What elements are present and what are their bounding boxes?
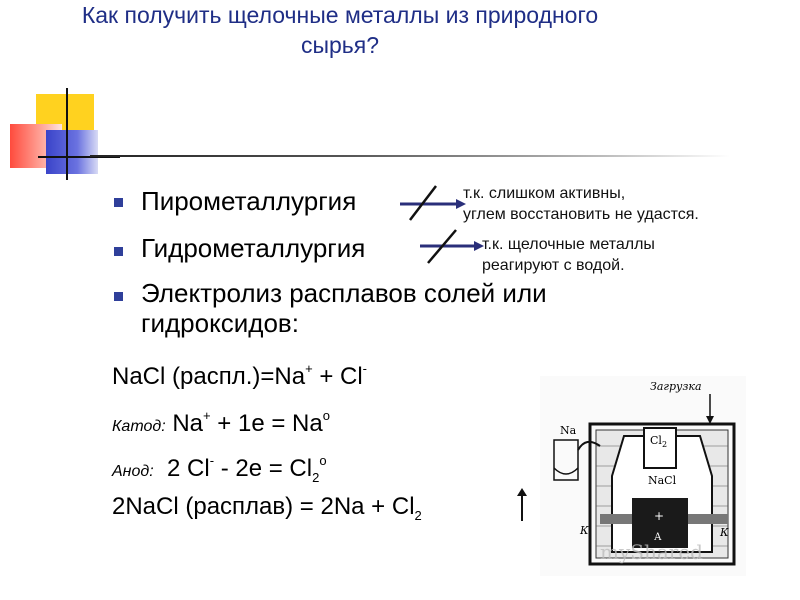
anode-label: Анод: xyxy=(112,463,154,480)
note-pyro-line1: т.к. слишком активны, xyxy=(463,185,626,202)
equation-dissociation: NaCl (распл.)=Na+ + Cl- xyxy=(112,361,368,390)
method-hydrometallurgy: Гидрометаллургия xyxy=(141,233,366,263)
method-pyrometallurgy: Пирометаллургия xyxy=(141,186,357,216)
watermark-text: myShared xyxy=(600,540,703,564)
note-hydrometallurgy xyxy=(482,234,655,276)
crossed-arrow-icon xyxy=(396,182,466,222)
method-electrolysis-line2: гидроксидов: xyxy=(141,308,299,338)
crossed-arrow-icon xyxy=(416,226,486,266)
label-nacl: NaCl xyxy=(648,474,677,487)
note-hydro-line2: реагируют с водой. xyxy=(482,257,625,274)
label-na: Na xyxy=(560,424,577,437)
bullet-marker xyxy=(114,198,123,207)
label-plus: + xyxy=(654,509,665,523)
corner-square-blue xyxy=(46,130,98,174)
label-cl2: $Cl_2$ xyxy=(650,434,668,449)
equation-overall: 2NaCl (расплав) = $2Na + Cl_2$ xyxy=(112,493,422,523)
cathode-label: Катод: xyxy=(112,418,166,435)
method-electrolysis-line1: Электролиз расплавов солей или xyxy=(141,278,547,308)
corner-vertical-line xyxy=(66,88,68,180)
label-cathode-left: К xyxy=(580,524,589,537)
electrolyzer-diagram xyxy=(540,376,746,576)
note-pyrometallurgy xyxy=(463,183,699,225)
title-divider xyxy=(90,155,730,157)
gas-up-arrow-icon xyxy=(516,488,528,522)
note-hydro-line1: т.к. щелочные металлы xyxy=(482,236,655,253)
label-anode-a: А xyxy=(654,532,662,543)
equation-cathode: Катод: $Na^+ + 1e = Na^o$ xyxy=(112,408,330,437)
label-cathode-right: К xyxy=(720,526,729,539)
title-line-1: Как получить щелочные металлы из природного xyxy=(81,2,599,28)
equation-anode: Анод: 2 $Cl^- - 2e = Cl_2^o$ xyxy=(112,453,327,485)
note-pyro-line2: углем восстановить не удастся. xyxy=(463,206,699,223)
bullet-marker xyxy=(114,292,123,301)
bullet-marker xyxy=(114,247,123,256)
corner-decoration xyxy=(0,0,120,190)
label-load: Загрузка xyxy=(650,380,702,393)
title-line-2: сырья? xyxy=(300,32,380,58)
method-electrolysis xyxy=(141,278,547,338)
